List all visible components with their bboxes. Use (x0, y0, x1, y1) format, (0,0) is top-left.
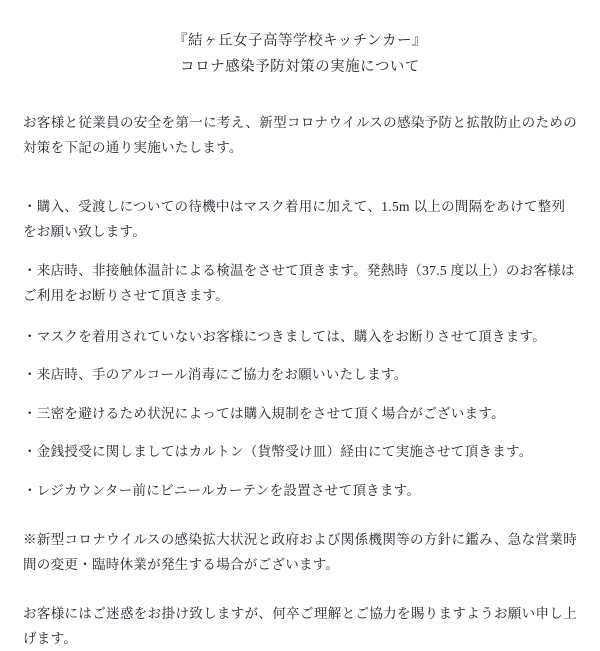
closing-paragraph: お客様にはご迷惑をお掛け致しますが、何卒ご理解とご協力を賜りますようお願い申し上げます。 (23, 605, 577, 646)
list-item: ・来店時、非接触体温計による検温をさせて頂きます。発熱時（37.5 度以上）のお客様はご利用をお断りさせて頂きます。 (23, 262, 575, 303)
list-item: ・三密を避けるため状況によっては購入規制をさせて頂く場合がございます。 (23, 405, 505, 421)
list-item: ・来店時、手のアルコール消毒にご協力をお願いいたします。 (23, 367, 408, 382)
measures-list (20, 194, 580, 503)
title-line-1: 『結ヶ丘女子高等学校キッチンカー』 (173, 33, 427, 49)
intro-paragraph: お客様と従業員の安全を第一に考え、新型コロナウイルスの感染予防と拡散防止のための対策を下記の通り実施いたします。 (23, 115, 577, 155)
note-paragraph: ※新型コロナウイルスの感染拡大状況と政府および関係機関等の方針に鑑み、急な営業時間の変更・臨時休業が発生する場合がございます。 (23, 531, 577, 572)
list-item: ・購入、受渡しについての待機中はマスク着用に加えて、1.5m 以上の間隔をあけて整列をお願い致します。 (23, 199, 566, 239)
title-line-2: コロナ感染予防対策の実施について (180, 59, 420, 75)
list-item: ・金銭授受に関しましてはカルトン（貨幣受け皿）経由にて実施させて頂きます。 (23, 444, 533, 459)
list-item: ・マスクを着用されていないお客様につきましては、購入をお断りさせて頂きます。 (23, 328, 547, 344)
document-title (20, 28, 580, 80)
list-item: ・レジカウンター前にビニールカーテンを設置させて頂きます。 (23, 482, 421, 498)
